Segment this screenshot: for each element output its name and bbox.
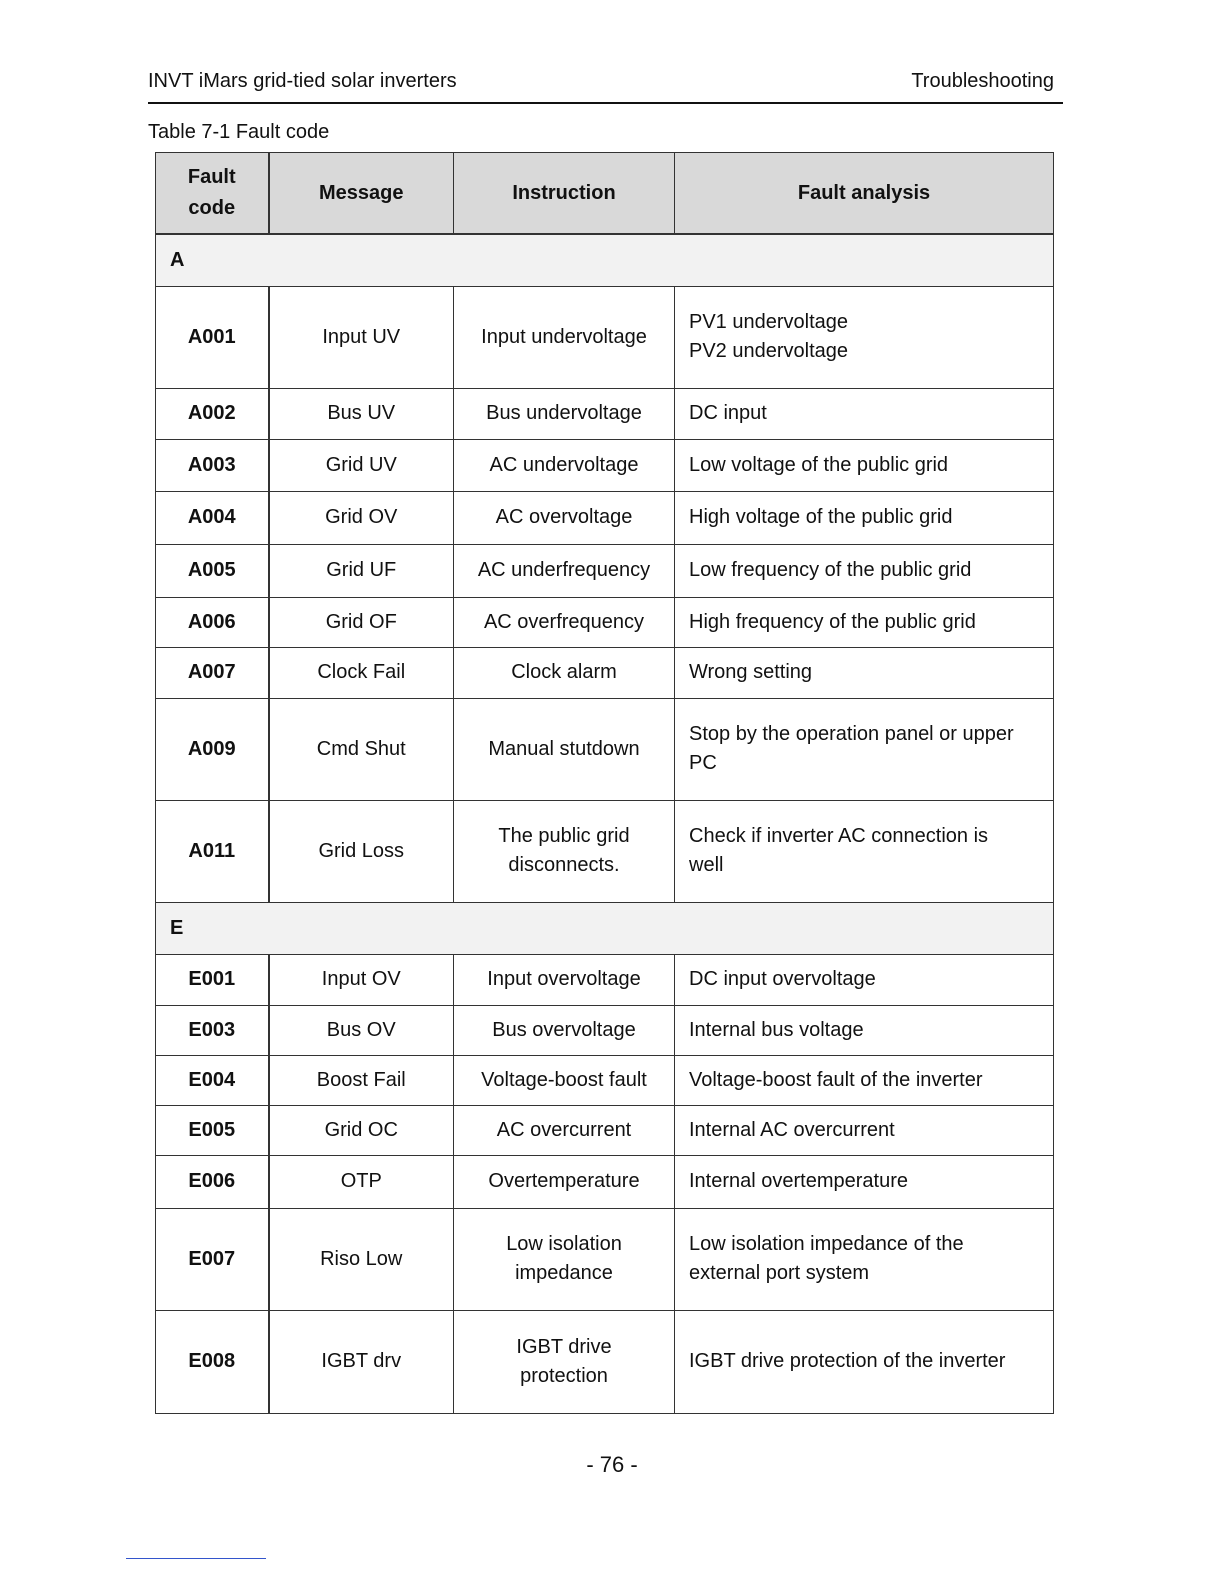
fault-analysis-line: PV2 undervoltage [689, 340, 849, 362]
instruction-line: impedance [515, 1262, 613, 1284]
message-cell: Bus UV [269, 388, 454, 439]
fault-code-cell: A009 [156, 698, 269, 800]
table-header-row [156, 153, 1054, 235]
fault-code-table [155, 152, 1054, 1414]
fault-analysis-cell [675, 1208, 1054, 1310]
instruction-line: Input undervoltage [481, 325, 647, 348]
message-cell: Grid OF [269, 597, 454, 647]
instruction-line: Clock alarm [511, 661, 617, 683]
group-label: A [156, 234, 1054, 286]
fault-analysis-cell [675, 1105, 1054, 1155]
fault-code-cell: E001 [156, 954, 269, 1005]
instruction-line: The public grid [498, 825, 630, 847]
fault-code-cell: A001 [156, 286, 269, 388]
instruction-line: AC underfrequency [477, 559, 651, 581]
message-cell: Clock Fail [269, 647, 454, 698]
message-cell: Riso Low [269, 1208, 454, 1310]
table-row [156, 286, 1054, 388]
table-row [156, 1055, 1054, 1105]
message-cell: Input UV [269, 286, 454, 388]
instruction-line: Low isolation [506, 1233, 622, 1255]
fault-analysis-line: Voltage-boost fault of the inverter [689, 1068, 983, 1091]
fault-analysis-line: IGBT drive protection of the inverter [689, 1350, 1006, 1372]
instruction-cell [454, 1155, 675, 1208]
fault-code-cell: A002 [156, 388, 269, 439]
table-row [156, 698, 1054, 800]
instruction-line: protection [520, 1364, 608, 1387]
table-row [156, 1155, 1054, 1208]
message-cell: Grid OC [269, 1105, 454, 1155]
column-header-fault-code-line: Fault [187, 166, 236, 188]
instruction-cell [454, 698, 675, 800]
instruction-line: Input overvoltage [487, 968, 641, 990]
instruction-cell [454, 1105, 675, 1155]
fault-analysis-cell [675, 954, 1054, 1005]
fault-analysis-line: external port system [689, 1262, 870, 1284]
column-header-fault-analysis: Fault analysis [675, 153, 1054, 235]
fault-code-cell: E008 [156, 1310, 269, 1413]
fault-analysis-line: Wrong setting [689, 661, 813, 683]
fault-analysis-cell [675, 286, 1054, 388]
message-cell: Grid Loss [269, 800, 454, 902]
message-cell: Grid UV [269, 439, 454, 491]
fault-analysis-cell [675, 491, 1054, 544]
fault-analysis-cell [675, 647, 1054, 698]
section-title: Troubleshooting [911, 70, 1054, 92]
instruction-cell [454, 286, 675, 388]
fault-code-cell: A004 [156, 491, 269, 544]
instruction-line: Manual stutdown [488, 737, 640, 760]
instruction-cell [454, 1055, 675, 1105]
instruction-cell [454, 439, 675, 491]
instruction-line: AC overcurrent [496, 1118, 632, 1141]
group-row [156, 902, 1054, 954]
fault-analysis-line: DC input [689, 402, 767, 424]
message-cell: Input OV [269, 954, 454, 1005]
table-row [156, 544, 1054, 597]
fault-code-cell: E006 [156, 1155, 269, 1208]
message-cell: Grid OV [269, 491, 454, 544]
fault-code-cell: A006 [156, 597, 269, 647]
table-row [156, 1005, 1054, 1055]
fault-analysis-line: Low isolation impedance of the [689, 1233, 964, 1255]
instruction-cell [454, 1208, 675, 1310]
fault-analysis-cell [675, 698, 1054, 800]
fault-analysis-line: Low voltage of the public grid [689, 453, 949, 476]
instruction-line: Bus undervoltage [486, 402, 642, 424]
message-cell: Grid UF [269, 544, 454, 597]
fault-analysis-cell [675, 388, 1054, 439]
fault-analysis-line: Internal overtemperature [689, 1170, 909, 1192]
group-label: E [156, 902, 1054, 954]
instruction-cell [454, 800, 675, 902]
fault-analysis-cell [675, 544, 1054, 597]
group-row [156, 234, 1054, 286]
fault-code-cell: A007 [156, 647, 269, 698]
page-header [148, 70, 1063, 104]
fault-code-cell: A003 [156, 439, 269, 491]
column-header-instruction: Instruction [454, 153, 675, 235]
fault-code-cell: E007 [156, 1208, 269, 1310]
instruction-cell [454, 1005, 675, 1055]
instruction-cell [454, 647, 675, 698]
instruction-cell [454, 491, 675, 544]
fault-analysis-cell [675, 597, 1054, 647]
instruction-line: Voltage-boost fault [481, 1068, 647, 1091]
fault-analysis-cell [675, 1155, 1054, 1208]
fault-analysis-line: High voltage of the public grid [689, 506, 953, 528]
fault-code-cell: A011 [156, 800, 269, 902]
page-number: - 76 - [586, 1452, 638, 1477]
fault-analysis-line: Low frequency of the public grid [689, 559, 972, 581]
fault-analysis-line: Check if inverter AC connection is [689, 825, 989, 847]
fault-table-body [156, 234, 1054, 1413]
table-row [156, 1208, 1054, 1310]
fault-analysis-line: PV1 undervoltage [689, 311, 849, 333]
column-header-message: Message [269, 153, 454, 235]
fault-analysis-cell [675, 1310, 1054, 1413]
fault-analysis-line: Stop by the operation panel or upper [689, 723, 1014, 745]
instruction-line: Overtemperature [488, 1170, 640, 1192]
fault-analysis-line: PC [689, 752, 717, 774]
instruction-cell [454, 954, 675, 1005]
message-cell: Boost Fail [269, 1055, 454, 1105]
table-row [156, 647, 1054, 698]
message-cell: Bus OV [269, 1005, 454, 1055]
table-row [156, 1310, 1054, 1413]
instruction-cell [454, 597, 675, 647]
fault-analysis-cell [675, 1005, 1054, 1055]
table-row [156, 1105, 1054, 1155]
instruction-cell [454, 544, 675, 597]
message-cell: Cmd Shut [269, 698, 454, 800]
table-row [156, 954, 1054, 1005]
instruction-line: disconnects. [508, 854, 620, 876]
table-caption: Table 7-1 Fault code [148, 121, 330, 143]
column-header-fault-code [156, 153, 269, 235]
fault-code-cell: E005 [156, 1105, 269, 1155]
fault-analysis-line: Internal bus voltage [689, 1018, 864, 1041]
instruction-line: AC undervoltage [489, 453, 639, 476]
instruction-line: Bus overvoltage [492, 1018, 636, 1041]
fault-analysis-cell [675, 800, 1054, 902]
fault-analysis-line: High frequency of the public grid [689, 610, 976, 633]
fault-analysis-line: DC input overvoltage [689, 968, 876, 990]
column-header-fault-code-line: code [188, 197, 236, 219]
table-row [156, 388, 1054, 439]
fault-analysis-line: well [689, 854, 724, 876]
message-cell: IGBT drv [269, 1310, 454, 1413]
instruction-line: AC overvoltage [495, 506, 633, 528]
fault-code-cell: A005 [156, 544, 269, 597]
fault-analysis-line: Internal AC overcurrent [689, 1118, 895, 1141]
table-row [156, 800, 1054, 902]
message-cell: OTP [269, 1155, 454, 1208]
fault-analysis-cell [675, 439, 1054, 491]
instruction-cell [454, 388, 675, 439]
instruction-cell [454, 1310, 675, 1413]
table-row [156, 491, 1054, 544]
table-row [156, 439, 1054, 491]
table-row [156, 597, 1054, 647]
instruction-line: IGBT drive [516, 1335, 612, 1358]
fault-code-cell: E003 [156, 1005, 269, 1055]
document-title: INVT iMars grid-tied solar inverters [148, 70, 457, 92]
footnote-divider [126, 1558, 266, 1559]
fault-analysis-cell [675, 1055, 1054, 1105]
fault-code-cell: E004 [156, 1055, 269, 1105]
instruction-line: AC overfrequency [483, 610, 645, 633]
